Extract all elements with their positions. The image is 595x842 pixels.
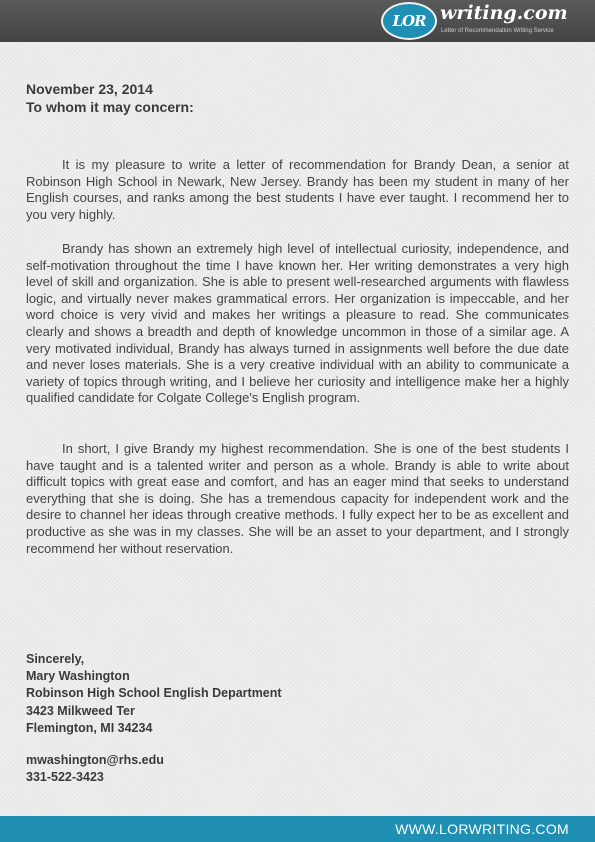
lor-logo-icon: [381, 2, 437, 40]
letter-date: November 23, 2014: [26, 81, 153, 97]
logo-badge-text: LOR: [392, 12, 426, 30]
letter-paragraph-2: Brandy has shown an extremely high level of intellectual curiosity, independence, and self-motivation throughout the time I have known her. Her writing demonstrates a very high level of skill and organization. She is able to present well-researched arguments with flawless logic, and virtually never makes grammatical errors. Her organization is impeccable, and her word choice is very vivid and makes her writings a pleasure to read. She communicates clearly and shows a breadth and depth of knowledge uncommon in those of a similar age. A very motivated individual, Brandy has always turned in assignments well before the due date and never loses materials. She is a very creative individual with an ability to communicate a variety of topics through writing, and I believe her curiosity and intelligence make her a highly qualified candidate for Colgate College's English program.: [26, 241, 569, 406]
signer-name: Mary Washington: [26, 669, 130, 684]
footer-bar: [0, 816, 595, 842]
signer-street: 3423 Milkweed Ter: [26, 703, 135, 718]
signer-phone: 331-522-3423: [26, 770, 104, 785]
letter-salutation: To whom it may concern:: [26, 99, 194, 115]
signer-city: Flemington, MI 34234: [26, 720, 153, 735]
closing: Sincerely,: [26, 652, 85, 666]
letter-paragraph-1: It is my pleasure to write a letter of recommendation for Brandy Dean, a senior at Robinson High School in Newark, New Jersey. Brandy has been my student in many of her English courses, and ranks among the best students I have ever taught. I recommend her to you very highly.: [26, 157, 569, 222]
footer-website-link[interactable]: WWW.LORWRITING.COM: [395, 821, 569, 837]
header-bar: [0, 0, 595, 42]
signer-email[interactable]: mwashington@rhs.edu: [26, 753, 164, 767]
letter-paragraph-3: In short, I give Brandy my highest recommendation. She is one of the best students I have taught and is a talented writer and person as a whole. Brandy is able to write about difficult topics with great ease and comfort, and has an eager mind that seeks to understand everything that she is doing. She has a tremendous capacity for independent work and the desire to channel her ideas through creative methods. I fully expect her to be as excellent and productive as she was in my classes. She will be an asset to your department, and I strongly recommend her without reservation.: [26, 441, 569, 556]
signature-block: [26, 651, 282, 737]
contact-block: [26, 752, 164, 786]
logo-wordmark: writing.com: [440, 2, 568, 24]
signer-department: Robinson High School English Department: [26, 686, 282, 701]
logo-tagline: Letter of Recommendation Writing Service: [441, 28, 554, 34]
